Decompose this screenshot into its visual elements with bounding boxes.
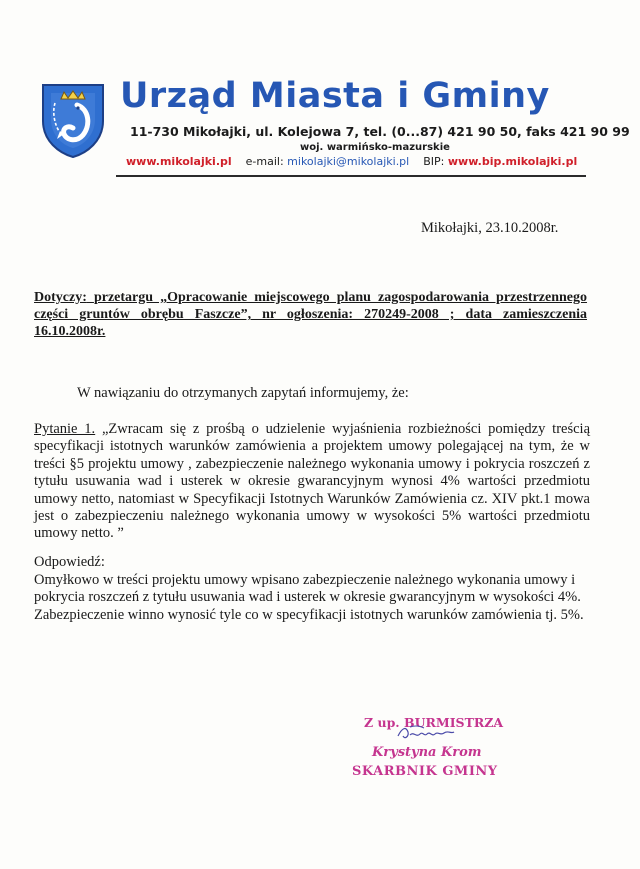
stamp-signer-title: SKARBNIK GMINY — [352, 764, 498, 779]
letterhead-divider — [116, 175, 586, 177]
org-name: Urząd Miasta i Gminy — [120, 76, 550, 116]
question-label: Pytanie 1. — [34, 421, 96, 437]
answer-label: Odpowiedź: — [34, 554, 105, 570]
answer-paragraph: Omyłkowo w treści projektu umowy wpisano zabezpieczenie należnego wykonania umowy i pokrycia roszczeń z tytułu usuwania wad i usterek w okresie gwarancyjnym w wysokości 4%. Zabezpieczenie winno wynosić tyle co w specyfikacji istotnych warunków zamówienia tj. 5%. — [34, 572, 584, 623]
website-link[interactable]: www.mikolajki.pl — [126, 155, 232, 168]
handwritten-signature-icon — [396, 722, 456, 746]
place-date: Mikołajki, 23.10.2008r. — [421, 220, 559, 236]
bip-label: BIP: — [423, 155, 445, 168]
email-label: e-mail: — [245, 155, 284, 168]
subject-text: przetargu „Opracowanie miejscowego planu zagospodarowania przestrzennego części gruntów obrębu Faszcze”, nr ogłoszenia: 270249-2008 ; data zamieszczenia 16.10.2008r. — [34, 290, 588, 339]
bip-link[interactable]: www.bip.mikolajki.pl — [447, 155, 578, 168]
question-paragraph — [34, 421, 590, 543]
stamp-authority-line: Z up. BURMISTRZA — [364, 715, 504, 730]
stamp-signer-name: Krystyna Krom — [372, 745, 482, 760]
email-link[interactable]: mikolajki@mikolajki.pl — [287, 155, 410, 168]
contacts-line — [126, 155, 577, 168]
subject-paragraph — [34, 289, 587, 340]
address-line: 11-730 Mikołajki, ul. Kolejowa 7, tel. (0...87) 421 90 50, faks 421 90 99 — [130, 124, 630, 139]
letterhead — [0, 0, 640, 190]
subject-label: Dotyczy: — [34, 290, 87, 305]
question-text: „Zwracam się z prośbą o udzielenie wyjaśnienia rozbieżności pomiędzy treścią specyfikacji istotnych warunków zamówienia a projektem umowy polegającej na tym, że w treści §5 projektu umowy , zabezpieczenie należnego wykonania umowy i pokrycia roszczeń z tytułu usuwania wad i usterek w okresie gwarancyjnym wynosi 4% wartości przedmiotu umowy netto, natomiast w Specyfikacji Istotnych Warunków Zamówienia cz. XIV pkt.1 mowa jest o zabezpieczeniu należnego wykonania umowy w wysokości 5% wartości przedmiotu umowy netto. ” — [34, 421, 591, 542]
region-line: woj. warmińsko-mazurskie — [300, 142, 450, 153]
intro-line: W nawiązaniu do otrzymanych zapytań informujemy, że: — [77, 385, 409, 401]
fish-crest-icon — [37, 79, 109, 159]
